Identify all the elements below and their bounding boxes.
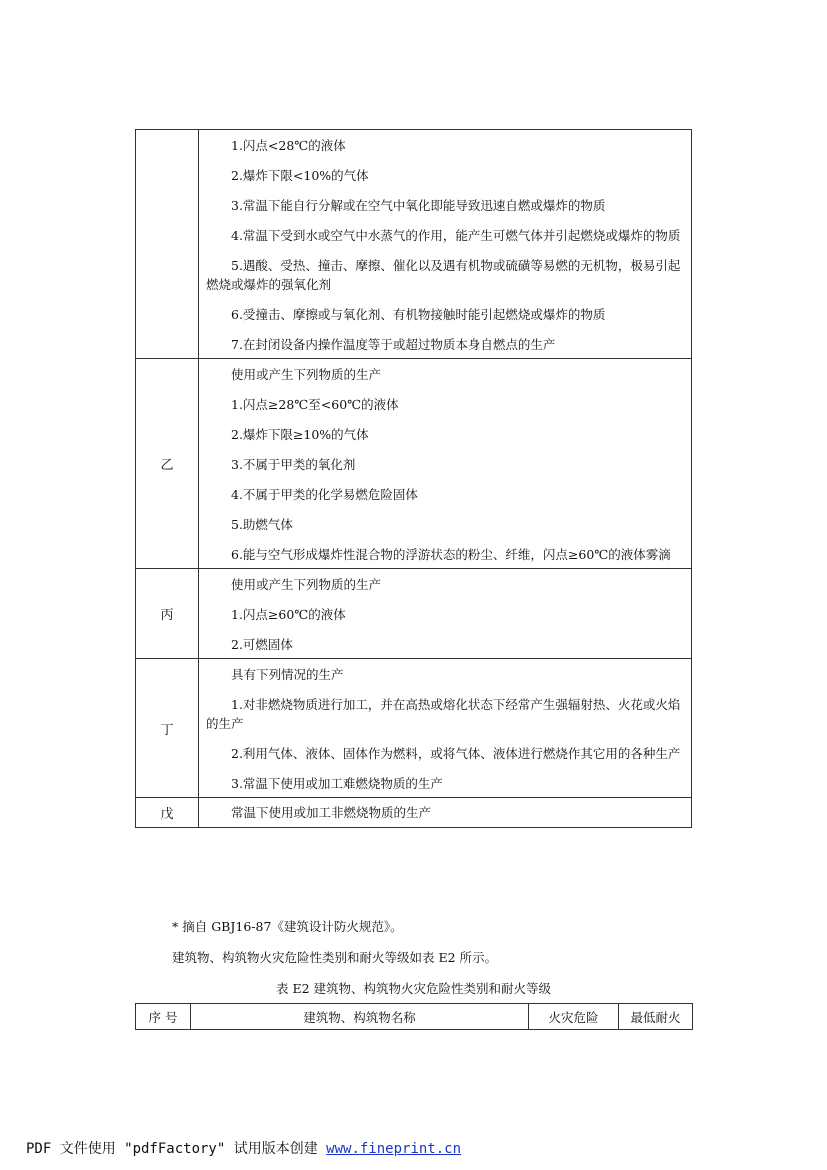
list-item: 2.爆炸下限≥10%的气体 (231, 427, 369, 442)
table-row-yi (136, 359, 692, 569)
list-item: 使用或产生下列物质的生产 (231, 367, 382, 382)
list-item: 2.可燃固体 (231, 637, 293, 652)
column-header-number: 序 号 (136, 1004, 191, 1030)
items-cell (199, 359, 692, 569)
list-item: 1.闪点<28℃的液体 (231, 138, 346, 153)
column-header-rating: 最低耐火 (619, 1004, 693, 1030)
table-row-jia (136, 130, 692, 359)
footer-text: PDF 文件使用 "pdfFactory" 试用版本创建 (26, 1141, 327, 1157)
body-paragraph: 建筑物、构筑物火灾危险性类别和耐火等级如表 E2 所示。 (172, 950, 498, 965)
list-item: 2.利用气体、液体、固体作为燃料，或将气体、液体进行燃烧作其它用的各种生产 (231, 746, 681, 761)
items-cell (199, 569, 692, 659)
list-item: 1.闪点≥28℃至<60℃的液体 (231, 397, 399, 412)
table-row-bing (136, 569, 692, 659)
list-item: 7.在封闭设备内操作温度等于或超过物质本身自燃点的生产 (231, 337, 556, 352)
list-item: 3.不属于甲类的氧化剂 (231, 457, 356, 472)
column-header-hazard: 火灾危险 (529, 1004, 619, 1030)
table-row-wu (136, 798, 692, 828)
hazard-classification-table (135, 129, 692, 828)
list-item: 3.常温下使用或加工难燃烧物质的生产 (231, 776, 443, 791)
table-header-row (136, 1004, 693, 1030)
list-item: 3.常温下能自行分解或在空气中氧化即能导致迅速自燃或爆炸的物质 (231, 198, 606, 213)
table-caption: 表 E2 建筑物、构筑物火灾危险性类别和耐火等级 (275, 981, 552, 996)
list-item: 常温下使用或加工非燃烧物质的生产 (231, 805, 432, 820)
category-cell: 丙 (136, 569, 199, 659)
list-item: 6.能与空气形成爆炸性混合物的浮游状态的粉尘、纤维，闪点≥60℃的液体雾滴 (231, 547, 671, 562)
list-item: 1.闪点≥60℃的液体 (231, 607, 346, 622)
list-item: 使用或产生下列物质的生产 (231, 577, 382, 592)
category-cell (136, 130, 199, 359)
category-cell: 戊 (136, 798, 199, 828)
list-item: 5.助燃气体 (231, 517, 293, 532)
items-cell (199, 130, 692, 359)
footer-link[interactable]: www.fineprint.cn (326, 1141, 462, 1157)
list-item: 2.爆炸下限<10%的气体 (231, 168, 369, 183)
list-item: 1.对非燃烧物质进行加工，并在高热或熔化状态下经常产生强辐射热、火花或火焰的生产 (206, 697, 681, 731)
list-item: 6.受撞击、摩擦或与氧化剂、有机物接触时能引起燃烧或爆炸的物质 (231, 307, 606, 322)
column-header-name: 建筑物、构筑物名称 (191, 1004, 529, 1030)
list-item: 5.遇酸、受热、撞击、摩擦、催化以及遇有机物或硫磺等易燃的无机物，极易引起燃烧或爆炸的强氧化剂 (206, 258, 681, 292)
items-cell (199, 659, 692, 798)
list-item: 4.不属于甲类的化学易燃危险固体 (231, 487, 418, 502)
list-item: 4.常温下受到水或空气中水蒸气的作用，能产生可燃气体并引起燃烧或爆炸的物质 (231, 228, 681, 243)
table-row-ding (136, 659, 692, 798)
items-cell (199, 798, 692, 828)
list-item: 具有下列情况的生产 (231, 667, 344, 682)
category-cell: 丁 (136, 659, 199, 798)
pdf-footer (26, 1138, 461, 1158)
source-note: * 摘自 GBJ16-87《建筑设计防火规范》。 (172, 919, 403, 934)
fire-rating-table (135, 1003, 693, 1030)
category-cell: 乙 (136, 359, 199, 569)
